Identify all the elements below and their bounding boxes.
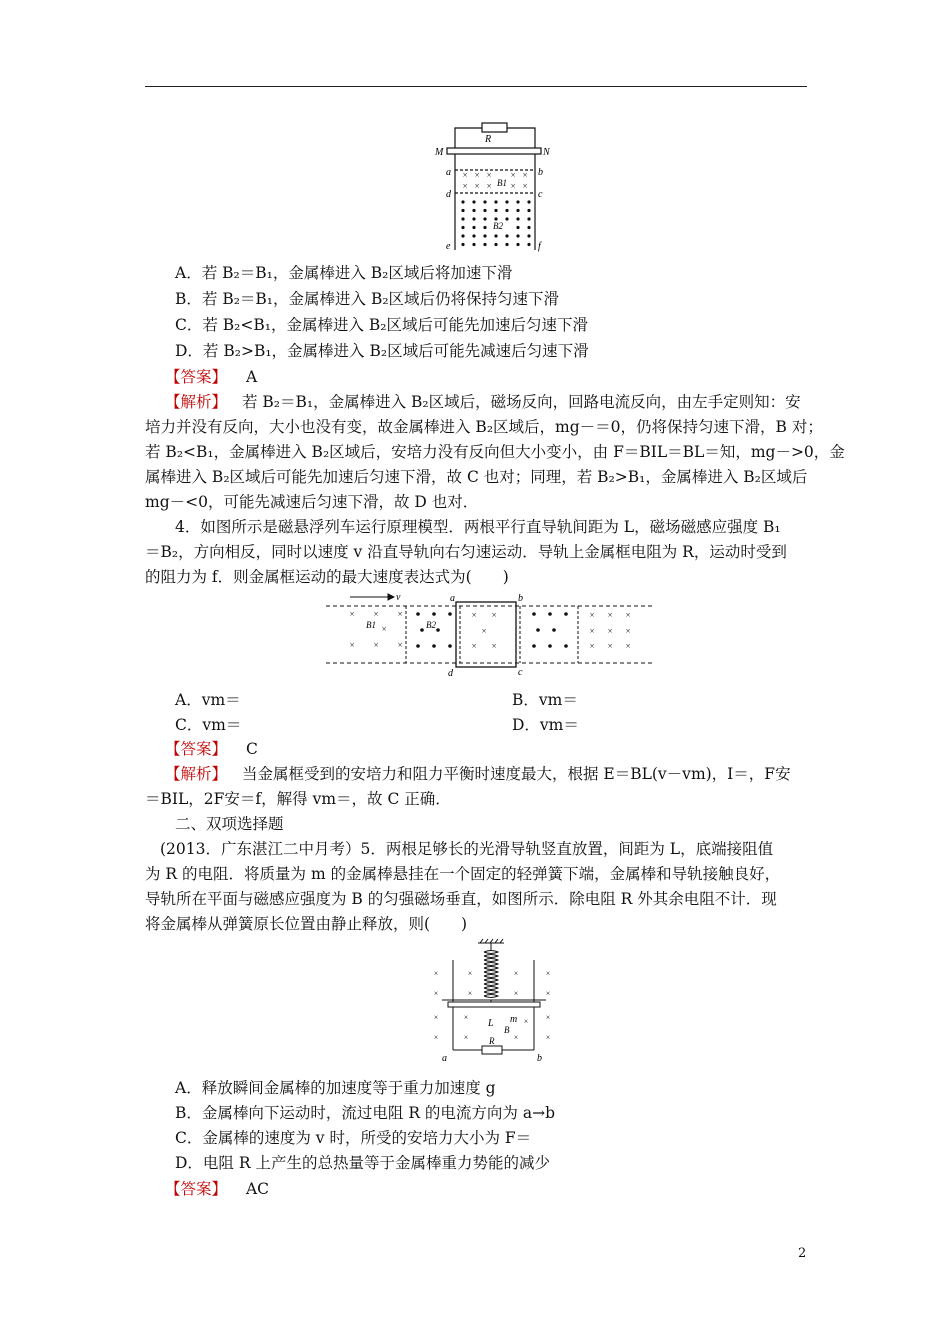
field-dot-mark [516, 200, 519, 203]
field-dot-mark [527, 234, 530, 237]
q5-answer [165, 1178, 269, 1200]
label-b: b [518, 593, 523, 604]
label-a: a [450, 593, 455, 604]
field-cross-mark: × [433, 989, 439, 998]
field-dot-mark [527, 200, 530, 203]
field-cross-mark: × [545, 989, 551, 998]
field-dot-mark [527, 209, 530, 212]
field-dot-mark [472, 243, 475, 246]
q5-stem-line-1: (2013．广东湛江二中月考）5．两根足够长的光滑导轨竖直放置，间距为 L，底端接阻值 [160, 840, 774, 858]
field-cross-mark: × [490, 641, 498, 651]
q3-option-a: A．若 B₂＝B₁，金属棒进入 B₂区域后将加速下滑 [175, 264, 513, 282]
section-title: 二、双项选择题 [175, 815, 284, 833]
field-dot-mark [548, 644, 552, 648]
field-dot-mark [505, 200, 508, 203]
field-cross-mark: × [509, 181, 517, 191]
figure-rails-b1-b2-svg [425, 118, 555, 256]
q3-analysis-line-1 [165, 391, 801, 413]
field-dot-mark [494, 243, 497, 246]
field-cross-mark: × [470, 641, 478, 651]
q5-stem-line-3: 导轨所在平面与磁感应强度为 B 的匀强磁场垂直，如图所示．除电阻 R 外其余电阻不计．现 [145, 890, 777, 908]
q3-analysis-line-5: mg－<0，可能先减速后匀速下滑，故 D 也对． [145, 493, 479, 511]
q4-analysis-line-2: ＝BIL，2F安＝f，解得 vm＝，故 C 正确． [145, 790, 451, 808]
q4-option-b: B．vm＝ [512, 691, 578, 709]
field-cross-mark: × [490, 610, 498, 620]
q4-stem-line-2: ＝B₂，方向相反，同时以速度 v 沿直导轨向右匀速运动．导轨上金属框电阻为 R，运动时受到 [145, 543, 787, 561]
field-dot-mark [505, 217, 508, 220]
field-cross-mark: × [433, 1013, 439, 1022]
field-dot-mark [461, 217, 464, 220]
field-cross-mark: × [485, 181, 493, 191]
answer-value: AC [245, 1180, 270, 1198]
field-dot-mark [505, 209, 508, 212]
q4-stem-line-3: 的阻力为 f．则金属框运动的最大速度表达式为( ) [145, 568, 509, 586]
field-cross-mark: × [461, 170, 469, 180]
field-cross-mark: × [624, 610, 632, 620]
field-cross-mark: × [545, 1013, 551, 1022]
label-m: M [435, 147, 444, 158]
field-cross-mark: × [523, 1017, 529, 1026]
field-dot-mark [448, 644, 452, 648]
label-m: m [510, 1014, 518, 1025]
q3-analysis-line-3: 若 B₂<B₁，金属棒进入 B₂区域后，安培力没有反向但大小变小，由 F＝BIL＝BL＝知，mg－>0，金 [145, 443, 845, 461]
analysis-tag: 【解析】 [165, 393, 228, 411]
field-dot-mark [483, 234, 486, 237]
label-v: v [396, 592, 401, 603]
label-l: L [488, 1018, 494, 1029]
q5-option-a: A．释放瞬间金属棒的加速度等于重力加速度 g [175, 1079, 496, 1097]
field-cross-mark: × [509, 170, 517, 180]
figure-rails-b1-b2 [425, 118, 555, 256]
field-dot-mark [548, 612, 552, 616]
field-cross-mark: × [545, 1033, 551, 1042]
field-cross-mark: × [521, 170, 529, 180]
field-dot-mark [494, 200, 497, 203]
answer-tag: 【答案】 [165, 368, 228, 386]
field-dot-mark [516, 217, 519, 220]
field-cross-mark: × [433, 1033, 439, 1042]
field-dot-mark [461, 234, 464, 237]
field-cross-mark: × [624, 641, 632, 651]
q4-option-d: D．vm＝ [512, 716, 579, 734]
analysis-text: 若 B₂＝B₁，金属棒进入 B₂区域后，磁场反向，回路电流反向，由左手定则知：安 [241, 393, 801, 411]
field-cross-mark: × [473, 170, 481, 180]
field-cross-mark: × [473, 181, 481, 191]
field-cross-mark: × [396, 609, 404, 619]
q3-answer [165, 366, 257, 388]
field-dot-mark [483, 226, 486, 229]
q3-analysis-line-2: 培力并没有反向，大小也没有变，故金属棒进入 B₂区域后，mg－＝0，仍将保持匀速下滑，B 对； [145, 418, 823, 436]
field-dot-mark [461, 200, 464, 203]
field-cross-mark: × [396, 640, 404, 650]
label-a: a [446, 167, 451, 178]
analysis-text: 当金属框受到的安培力和阻力平衡时速度最大，根据 E＝BL(v－vm)，I＝，F安 [241, 765, 791, 783]
answer-value: A [245, 368, 258, 386]
field-dot-mark [494, 234, 497, 237]
field-dot-mark [416, 644, 420, 648]
field-dot-mark [516, 226, 519, 229]
field-dot-mark [472, 217, 475, 220]
field-cross-mark: × [624, 626, 632, 636]
field-dot-mark [416, 612, 420, 616]
field-dot-mark [432, 644, 436, 648]
field-cross-mark: × [606, 641, 614, 651]
answer-tag: 【答案】 [165, 1180, 228, 1198]
label-b-field: B [504, 1025, 510, 1035]
field-cross-mark: × [467, 969, 473, 978]
field-cross-mark: × [463, 1013, 469, 1022]
field-cross-mark: × [513, 989, 519, 998]
label-a: a [442, 1053, 447, 1063]
field-dot-mark [436, 628, 440, 632]
field-cross-mark: × [588, 626, 596, 636]
field-cross-mark: × [372, 640, 380, 650]
q5-stem-line-4: 将金属棒从弹簧原长位置由静止释放，则( ) [145, 915, 468, 933]
field-cross-mark: × [380, 624, 388, 634]
field-cross-mark: × [485, 170, 493, 180]
field-cross-mark: × [461, 181, 469, 191]
field-dot-mark [564, 644, 568, 648]
field-dot-mark [420, 628, 424, 632]
field-dot-mark [532, 644, 536, 648]
field-dot-mark [516, 234, 519, 237]
answer-tag: 【答案】 [165, 740, 228, 758]
q3-option-c: C．若 B₂<B₁，金属棒进入 B₂区域后可能先加速后匀速下滑 [175, 316, 589, 334]
field-dot-mark [516, 243, 519, 246]
analysis-tag: 【解析】 [165, 765, 228, 783]
label-n: N [543, 147, 550, 158]
label-b2: B2 [493, 221, 503, 231]
field-dot-mark [461, 226, 464, 229]
page-number: 2 [798, 1246, 807, 1261]
q4-option-c: C．vm＝ [175, 716, 242, 734]
field-cross-mark: × [513, 969, 519, 978]
field-cross-mark: × [513, 1033, 519, 1042]
field-cross-mark: × [348, 640, 356, 650]
field-cross-mark: × [545, 969, 551, 978]
label-r: R [489, 1036, 495, 1046]
label-f: f [538, 241, 541, 252]
field-dot-mark [472, 200, 475, 203]
field-cross-mark: × [348, 609, 356, 619]
label-b: b [537, 1053, 542, 1063]
q4-stem-line-1: 4．如图所示是磁悬浮列车运行原理模型．两根平行直导轨间距为 L，磁场磁感应强度 B₁ [175, 518, 781, 536]
field-cross-mark: × [588, 641, 596, 651]
q3-analysis-line-4: 属棒进入 B₂区域后可能先加速后匀速下滑，故 C 也对；同理，若 B₂>B₁，金属棒进入 B₂区域后 [145, 468, 808, 486]
field-dot-mark [461, 243, 464, 246]
field-dot-mark [448, 612, 452, 616]
figure-spring-rod [426, 938, 556, 1063]
label-c: c [538, 189, 543, 200]
q5-option-c: C．金属棒的速度为 v 时，所受的安培力大小为 F＝ [175, 1129, 532, 1147]
label-b2: B2 [426, 620, 436, 630]
header-rule [145, 86, 807, 87]
label-e: e [446, 241, 451, 252]
field-cross-mark: × [470, 610, 478, 620]
q5-option-b: B．金属棒向下运动时，流过电阻 R 的电流方向为 a→b [175, 1104, 555, 1122]
q5-option-d: D．电阻 R 上产生的总热量等于金属棒重力势能的减少 [175, 1154, 550, 1172]
field-dot-mark [494, 209, 497, 212]
answer-value: C [245, 740, 258, 758]
label-b: b [538, 167, 543, 178]
field-dot-mark [532, 612, 536, 616]
field-dot-mark [527, 217, 530, 220]
q4-analysis-line-1 [165, 763, 791, 785]
field-cross-mark: × [521, 181, 529, 191]
q4-answer [165, 738, 258, 760]
label-d: d [448, 668, 453, 679]
field-cross-mark: × [588, 610, 596, 620]
label-b1: B1 [366, 620, 376, 630]
field-dot-mark [527, 226, 530, 229]
field-dot-mark [483, 243, 486, 246]
field-dot-mark [472, 209, 475, 212]
field-cross-mark: × [433, 969, 439, 978]
field-dot-mark [536, 628, 540, 632]
label-b1: B1 [497, 178, 507, 188]
figure-maglev-svg [322, 590, 656, 680]
field-cross-mark: × [467, 989, 473, 998]
q5-stem-line-2: 为 R 的电阻．将质量为 m 的金属棒悬挂在一个固定的轻弹簧下端，金属棒和导轨接触良好， [145, 865, 781, 883]
figure-spring-svg [426, 938, 556, 1063]
field-cross-mark: × [606, 610, 614, 620]
field-dot-mark [552, 628, 556, 632]
field-cross-mark: × [372, 609, 380, 619]
field-cross-mark: × [480, 626, 488, 636]
label-c: c [518, 667, 523, 678]
field-cross-mark: × [463, 1033, 469, 1042]
field-dot-mark [461, 209, 464, 212]
field-dot-mark [516, 209, 519, 212]
field-dot-mark [483, 209, 486, 212]
field-dot-mark [472, 226, 475, 229]
figure-maglev-model [322, 590, 656, 680]
q3-option-d: D．若 B₂>B₁，金属棒进入 B₂区域后可能先减速后匀速下滑 [175, 342, 589, 360]
q4-option-a: A．vm＝ [175, 691, 241, 709]
field-dot-mark [564, 612, 568, 616]
q3-option-b: B．若 B₂＝B₁，金属棒进入 B₂区域后仍将保持匀速下滑 [175, 290, 560, 308]
field-dot-mark [483, 200, 486, 203]
field-dot-mark [505, 234, 508, 237]
field-dot-mark [432, 612, 436, 616]
field-dot-mark [505, 243, 508, 246]
field-dot-mark [527, 243, 530, 246]
field-cross-mark: × [606, 626, 614, 636]
label-r: R [485, 134, 492, 145]
field-dot-mark [472, 234, 475, 237]
field-dot-mark [483, 217, 486, 220]
label-d: d [446, 189, 451, 200]
